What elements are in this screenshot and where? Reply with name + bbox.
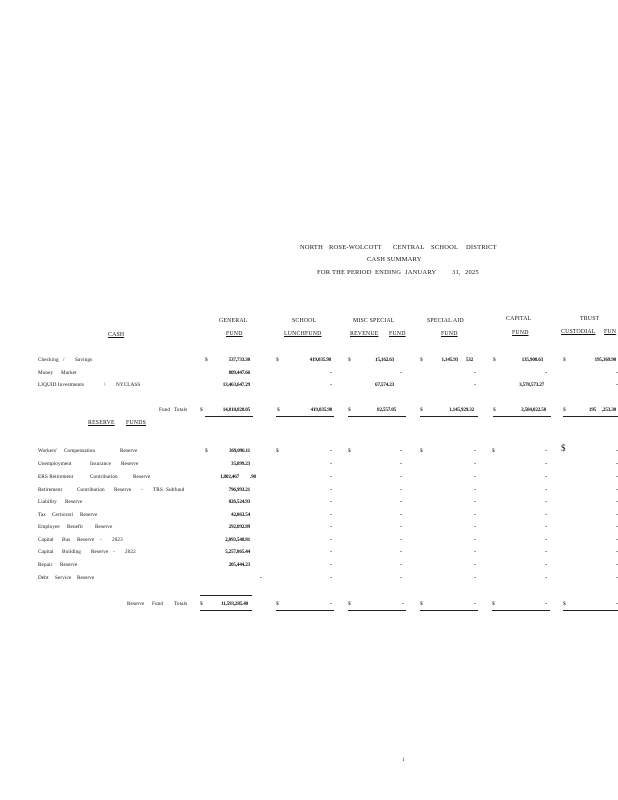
row-label-word: Checking xyxy=(38,357,59,363)
cell-misc: - xyxy=(400,370,402,376)
row-label-word: Totals xyxy=(174,601,188,607)
cell-capital: - xyxy=(545,448,547,454)
title-word: DISTRICT xyxy=(466,244,497,251)
row-label-word: Employee xyxy=(38,524,60,530)
total-rule xyxy=(200,595,252,596)
dollar-sign: $ xyxy=(200,601,203,607)
cell-misc: - xyxy=(400,575,402,581)
header-special-line1: SPECIAL AID xyxy=(427,318,464,324)
cell-school: - xyxy=(330,370,332,376)
header-trust-line2: CUSTODIAL xyxy=(561,329,596,335)
row-label-word: Fund xyxy=(159,407,171,413)
dollar-sign: $ xyxy=(205,448,208,454)
row-label-word: Retirement xyxy=(38,487,63,493)
cell-general: 205,444.23 xyxy=(228,562,250,568)
row-label-word: Unemployment xyxy=(38,461,72,467)
dollar-sign: $ xyxy=(493,357,496,363)
cell-misc: 67,574.23 xyxy=(375,382,394,388)
dollar-sign: $ xyxy=(563,407,566,413)
cell-general: 369,096.11 xyxy=(228,448,250,454)
cell-school: - xyxy=(330,382,332,388)
cell-special: - xyxy=(474,524,476,530)
cell-special: - xyxy=(474,461,476,467)
cell-special: - xyxy=(474,382,476,388)
cell-misc: - xyxy=(400,549,402,555)
total-trust: ,253.30 xyxy=(601,407,616,413)
title-word: PERIOD xyxy=(347,269,372,276)
title-word: ROSE-WOLCOTT xyxy=(329,244,382,251)
header-cash: CASH xyxy=(108,332,125,338)
dollar-sign: $ xyxy=(200,407,203,413)
row-label-word: Liability xyxy=(38,499,57,505)
cell-capital: - xyxy=(545,487,547,493)
cell-trust: - xyxy=(616,512,618,518)
row-label-word: Debt xyxy=(38,575,49,581)
row-label-word: Contribution xyxy=(77,487,105,493)
dollar-sign: $ xyxy=(277,407,280,413)
cell-capital: - xyxy=(545,537,547,543)
row-label-word: Fund xyxy=(152,601,164,607)
header-capital-line1: CAPITAL xyxy=(506,316,532,322)
row-label-word: - xyxy=(113,549,115,555)
total-general: 14,810,828.05 xyxy=(222,407,250,413)
header-capital-line2: FUND xyxy=(512,330,529,336)
dollar-sign: $ xyxy=(492,448,495,454)
header-trust-line3: FUN xyxy=(604,329,617,335)
row-label-word: Reserve xyxy=(127,601,145,607)
cell-general: 5,257,865.44 xyxy=(225,549,250,555)
cell-school: - xyxy=(330,512,332,518)
cell-general: 809,447.66 xyxy=(228,370,250,376)
row-label-word: Contribution xyxy=(90,474,118,480)
total-rule xyxy=(276,416,334,417)
cell-misc: - xyxy=(400,562,402,568)
cell-trust: - xyxy=(616,370,618,376)
row-label-word: Service xyxy=(55,575,72,581)
cell-capital: - xyxy=(545,524,547,530)
cell-general: 13,463,647.29 xyxy=(222,382,250,388)
row-label-word: Market xyxy=(61,370,77,376)
header-school-line2: LUNCHFUND xyxy=(284,331,322,337)
row-label-word: Tax xyxy=(38,512,47,518)
cell-capital: 135,908.63 xyxy=(521,357,543,363)
total-misc: 82,557.05 xyxy=(377,407,396,413)
row-label-word: Reserve xyxy=(120,448,138,454)
title-word: 2025 xyxy=(465,269,479,276)
total-rule xyxy=(276,610,334,611)
cell-general: .90 xyxy=(250,474,256,480)
row-label-word: Reserve xyxy=(65,499,83,505)
cell-general: 35,899.23 xyxy=(231,461,250,467)
row-label-word: Capital xyxy=(38,549,54,555)
total-rule xyxy=(563,610,618,611)
row-label-word: TRS xyxy=(153,487,163,493)
cell-trust: - xyxy=(616,461,618,467)
cell-general: 2,093,548.81 xyxy=(225,537,250,543)
cell-capital: - xyxy=(545,461,547,467)
cell-trust: - xyxy=(616,382,618,388)
cell-special: - xyxy=(474,487,476,493)
page-number: 1 xyxy=(402,758,405,763)
title-subtitle: CASH SUMMARY xyxy=(367,256,422,263)
dollar-sign: $ xyxy=(276,448,279,454)
total-misc: - xyxy=(402,601,404,607)
total-rule xyxy=(348,610,406,611)
row-label-word: Certiorari xyxy=(52,512,74,518)
row-label-word: Workers' xyxy=(38,448,58,454)
row-label-word: - xyxy=(141,487,143,493)
cell-general: 42,863.54 xyxy=(231,512,250,518)
dollar-sign: $ xyxy=(563,357,566,363)
cell-misc: - xyxy=(400,448,402,454)
dollar-sign: $ xyxy=(420,601,423,607)
row-label-word: Repair xyxy=(38,562,53,568)
row-label-word: LIQUID Investments xyxy=(38,382,85,388)
row-label-word: - xyxy=(100,537,102,543)
cell-general: 292,092.89 xyxy=(228,524,250,530)
row-label-word: Building xyxy=(62,549,81,555)
header-misc-line1: MISC SPECIAL xyxy=(353,318,395,324)
cell-general: 537,733.30 xyxy=(228,357,250,363)
total-general: 11,593,285.40 xyxy=(221,601,248,607)
cell-trust: - xyxy=(616,562,618,568)
cell-misc: - xyxy=(400,524,402,530)
row-label-word: Capital xyxy=(38,537,54,543)
total-rule xyxy=(420,610,478,611)
cell-special: 532 xyxy=(465,357,473,363)
row-label-word: Reserve xyxy=(77,537,95,543)
cell-trust: - xyxy=(616,524,618,530)
cell-school: 419,035.98 xyxy=(309,357,331,363)
row-label-word: Reserve xyxy=(60,562,78,568)
title-word: CENTRAL xyxy=(393,244,425,251)
header-general-line2: FUND xyxy=(226,331,243,337)
dollar-sign: $ xyxy=(493,407,496,413)
row-label-word: \ xyxy=(104,382,106,388)
cell-school: - xyxy=(330,474,332,480)
row-label-word: Reserve xyxy=(114,487,132,493)
header-trust-line1: TRUST xyxy=(580,316,600,322)
cell-capital: - xyxy=(545,474,547,480)
row-label-word: Reserve xyxy=(77,575,95,581)
cell-special: - xyxy=(474,549,476,555)
cell-trust: - xyxy=(616,487,618,493)
cell-trust: - xyxy=(616,499,618,505)
total-trust: 195 xyxy=(588,407,596,413)
dollar-sign: $ xyxy=(348,407,351,413)
cell-misc: - xyxy=(400,537,402,543)
cell-capital: - xyxy=(545,562,547,568)
total-rule xyxy=(493,416,551,417)
row-label-word: Reserve xyxy=(133,474,151,480)
cell-school: - xyxy=(330,562,332,568)
cell-capital: - xyxy=(545,370,547,376)
cell-trust: - xyxy=(616,448,618,454)
cell-capital: 3,578,573.27 xyxy=(519,382,544,388)
total-rule xyxy=(420,416,478,417)
total-capital: - xyxy=(545,601,547,607)
row-label-word: Money xyxy=(38,370,54,376)
dollar-sign: $ xyxy=(348,448,351,454)
dollar-sign: $ xyxy=(348,357,351,363)
row-label-word: Bus xyxy=(62,537,71,543)
cell-school: - xyxy=(330,524,332,530)
row-label-word: Reserve xyxy=(80,512,98,518)
cell-misc: - xyxy=(400,512,402,518)
cell-school: - xyxy=(330,487,332,493)
row-label-word: / xyxy=(63,357,65,363)
row-label-word: NYCLASS xyxy=(116,382,141,388)
total-rule xyxy=(492,610,550,611)
cell-general: 796,993.21 xyxy=(228,487,250,493)
title-word: SCHOOL xyxy=(431,244,459,251)
header-misc-line3: FUND xyxy=(389,331,406,337)
cell-misc: - xyxy=(400,487,402,493)
cell-capital: - xyxy=(545,549,547,555)
dollar-sign: $ xyxy=(420,407,423,413)
cell-special: - xyxy=(474,562,476,568)
row-label-word: Subfund xyxy=(166,487,185,493)
dollar-sign: $ xyxy=(205,357,208,363)
reserve-header-word: FUNDS xyxy=(126,420,147,426)
row-label-word: Savings xyxy=(75,357,93,363)
total-trust: - xyxy=(616,601,618,607)
row-label-word: 2023 xyxy=(112,537,123,543)
row-label-word: Totals xyxy=(174,407,188,413)
dollar-sign: $ xyxy=(276,601,279,607)
cell-school: - xyxy=(330,461,332,467)
dollar-sign: $ xyxy=(348,601,351,607)
dollar-sign: $ xyxy=(420,448,423,454)
dollar-sign: $ xyxy=(420,357,423,363)
reserve-header-word: RESERVE xyxy=(88,420,115,426)
title-word: 31, xyxy=(452,269,461,276)
row-label-word: Benefit xyxy=(67,524,83,530)
cell-trust: - xyxy=(616,537,618,543)
cell-school: - xyxy=(330,549,332,555)
cell-general: - xyxy=(260,575,262,581)
cell-special: - xyxy=(474,499,476,505)
title-word: JANUARY xyxy=(405,269,437,276)
cell-misc: - xyxy=(400,461,402,467)
cell-special: - xyxy=(474,474,476,480)
total-capital: 3,584,022.58 xyxy=(521,407,546,413)
row-label-word: 2022 xyxy=(125,549,136,555)
cell-school: - xyxy=(330,575,332,581)
cell-general: 826,524.93 xyxy=(228,499,250,505)
cell-special: - xyxy=(474,537,476,543)
cell-trust: - xyxy=(616,575,618,581)
header-misc-line2: REVENUE xyxy=(350,331,379,337)
total-special: - xyxy=(474,601,476,607)
total-rule xyxy=(200,610,252,611)
cell-trust: - xyxy=(616,474,618,480)
row-label-word: Reserve xyxy=(121,461,139,467)
row-label-word: Compensation xyxy=(64,448,96,454)
cell-school: - xyxy=(330,499,332,505)
total-rule xyxy=(205,416,253,417)
header-school-line1: SCHOOL xyxy=(292,318,317,324)
cell-misc: 15,162.63 xyxy=(375,357,394,363)
cell-capital: - xyxy=(545,512,547,518)
cell-special: - xyxy=(474,370,476,376)
total-rule xyxy=(348,416,406,417)
total-school: 419,035.98 xyxy=(310,407,332,413)
row-label-word: Insurance xyxy=(90,461,112,467)
row-label-word: Reserve xyxy=(95,524,113,530)
cell-capital: - xyxy=(545,575,547,581)
total-special: 1,145,929.32 xyxy=(449,407,474,413)
cell-special: - xyxy=(474,448,476,454)
dollar-sign: $ xyxy=(492,601,495,607)
title-word: NORTH xyxy=(300,244,323,251)
cell-special: - xyxy=(474,512,476,518)
dollar-sign: $ xyxy=(276,357,279,363)
cell-trust: 195,369.90 xyxy=(594,357,616,363)
row-label-word: ERS Retirement xyxy=(38,474,74,480)
header-general-line1: GENERAL xyxy=(219,318,248,324)
title-word: FOR THE xyxy=(317,269,346,276)
cell-misc: - xyxy=(400,474,402,480)
dollar-sign: $ xyxy=(563,601,566,607)
cell-school: - xyxy=(330,448,332,454)
cell-school: - xyxy=(330,537,332,543)
cell-special: - xyxy=(474,575,476,581)
cell-trust: - xyxy=(616,549,618,555)
cell-general: 1,802,467 xyxy=(220,474,239,480)
row-label-word: Reserve xyxy=(91,549,109,555)
dollar-sign: $ xyxy=(561,443,566,453)
cell-capital: - xyxy=(545,499,547,505)
total-school: - xyxy=(330,601,332,607)
cell-misc: - xyxy=(400,499,402,505)
title-word: ENDING xyxy=(375,269,402,276)
cell-special: 1,145.93 xyxy=(441,357,458,363)
header-special-line2: FUND xyxy=(441,331,458,337)
total-rule xyxy=(563,416,618,417)
